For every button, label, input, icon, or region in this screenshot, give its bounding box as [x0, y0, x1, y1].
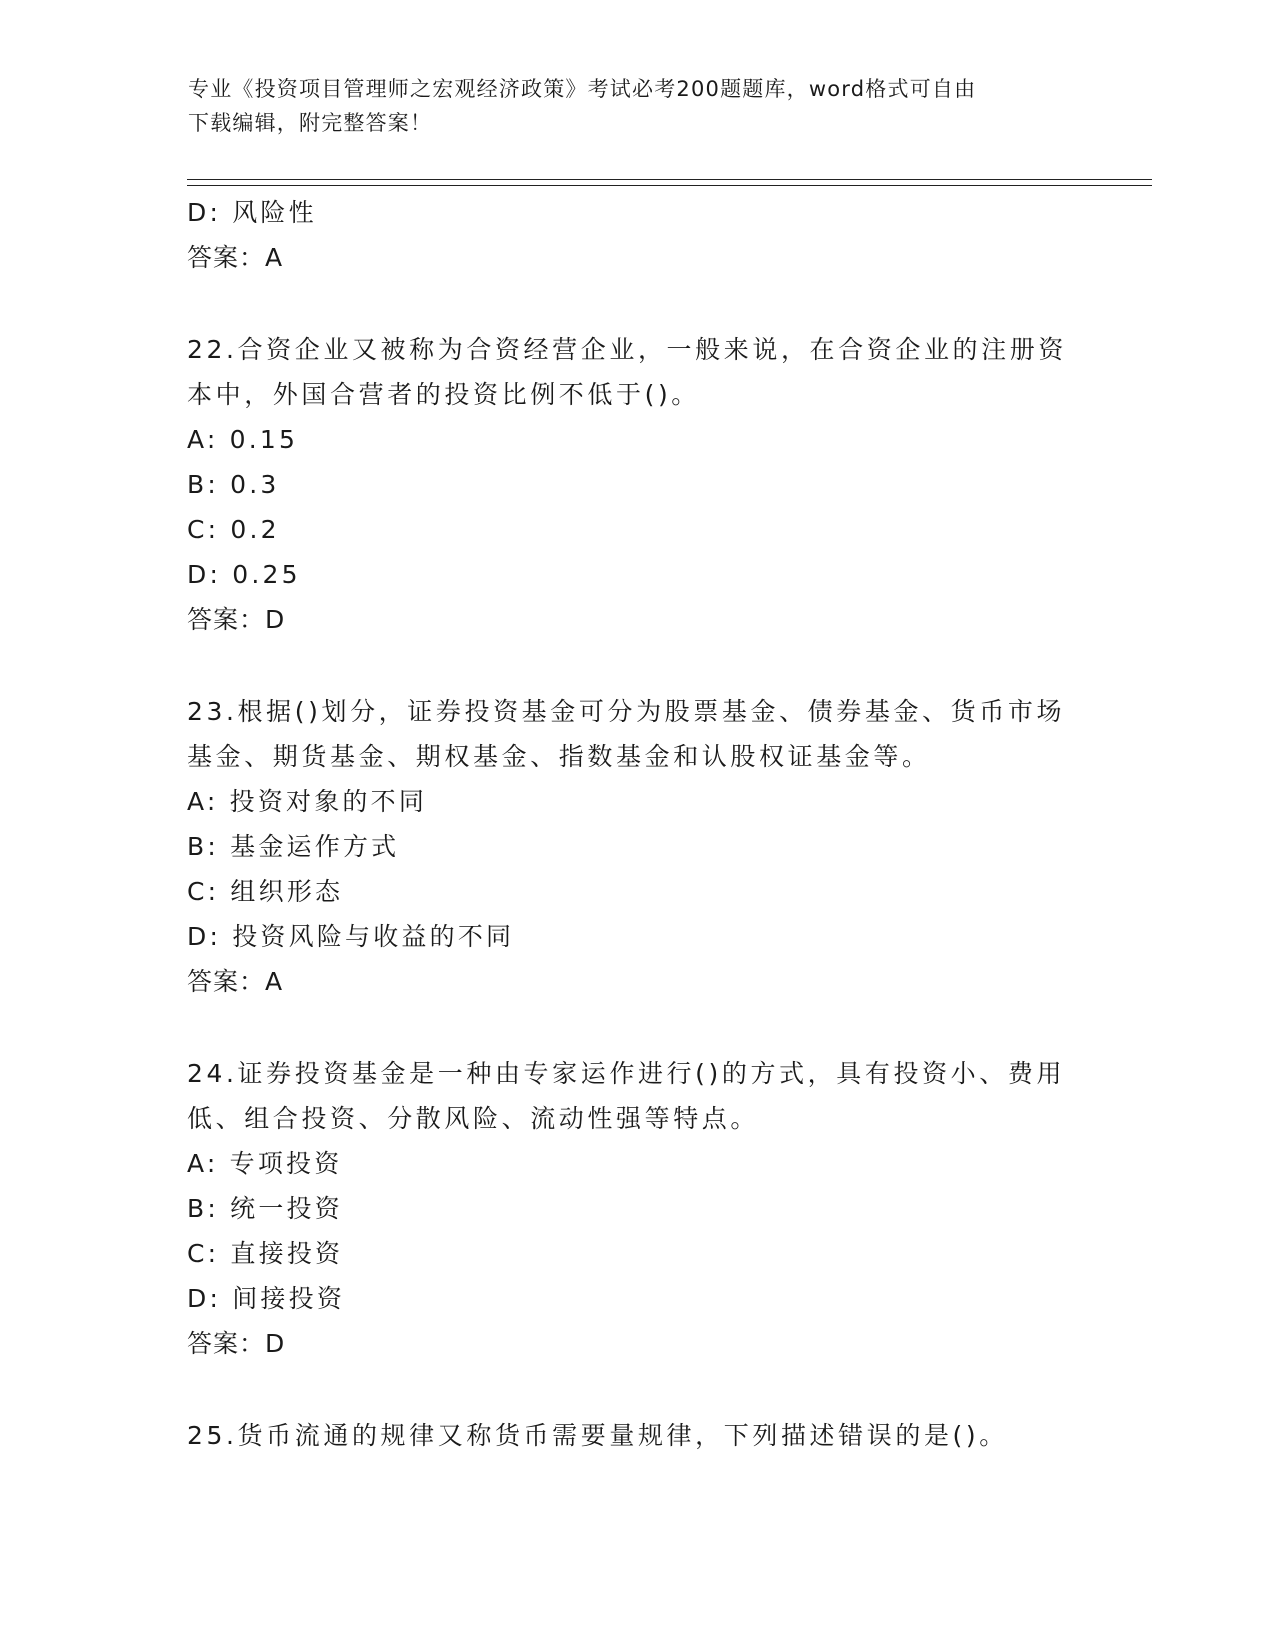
question-line-1: 24.证券投资基金是一种由专家运作进行()的方式，具有投资小、费用 — [187, 1059, 1066, 1088]
option-b: B: 统一投资 — [187, 1194, 343, 1223]
option-c: C: 直接投资 — [187, 1239, 344, 1268]
question-line-2: 低、组合投资、分散风险、流动性强等特点。 — [187, 1104, 760, 1133]
spacer — [187, 280, 1087, 327]
header-line-1: 专业《投资项目管理师之宏观经济政策》考试必考200题题库，word格式可自由 — [188, 77, 977, 101]
answer-line: 答案：A — [187, 243, 284, 272]
answer-line: 答案：D — [187, 1329, 286, 1358]
option-d: D: 间接投资 — [187, 1284, 346, 1313]
option-d: D: 投资风险与收益的不同 — [187, 922, 515, 951]
option-a: A: 投资对象的不同 — [187, 787, 428, 816]
option-b: B: 0.3 — [187, 470, 280, 499]
spacer — [187, 642, 1087, 689]
option-a: A: 专项投资 — [187, 1149, 343, 1178]
question-text — [187, 1413, 1077, 1458]
question-block — [187, 689, 1087, 1004]
question-block — [187, 1051, 1087, 1366]
question-text — [187, 1051, 1077, 1141]
option-a: A: 0.15 — [187, 425, 299, 454]
question-line-1: 23.根据()划分，证券投资基金可分为股票基金、债券基金、货币市场 — [187, 697, 1066, 726]
spacer — [187, 1366, 1087, 1413]
spacer — [187, 1004, 1087, 1051]
header-double-rule — [187, 179, 1152, 186]
question-text — [187, 327, 1077, 417]
question-text — [187, 689, 1077, 779]
question-line-1: 25.货币流通的规律又称货币需要量规律，下列描述错误的是()。 — [187, 1421, 1008, 1450]
option-c: C: 组织形态 — [187, 877, 344, 906]
question-line-1: 22.合资企业又被称为合资经营企业，一般来说，在合资企业的注册资 — [187, 335, 1067, 364]
question-block — [187, 1413, 1087, 1458]
option-d: D: 风险性 — [187, 198, 317, 227]
answer-line: 答案：A — [187, 967, 284, 996]
page-header — [188, 72, 1068, 140]
option-c: C: 0.2 — [187, 515, 280, 544]
question-line-2: 基金、期货基金、期权基金、指数基金和认股权证基金等。 — [187, 742, 931, 771]
option-d: D: 0.25 — [187, 560, 301, 589]
header-line-2: 下载编辑，附完整答案！ — [188, 111, 433, 135]
option-b: B: 基金运作方式 — [187, 832, 400, 861]
document-body — [187, 190, 1087, 1458]
answer-line: 答案：D — [187, 605, 286, 634]
question-block — [187, 327, 1087, 642]
question-line-2: 本中，外国合营者的投资比例不低于()。 — [187, 380, 700, 409]
